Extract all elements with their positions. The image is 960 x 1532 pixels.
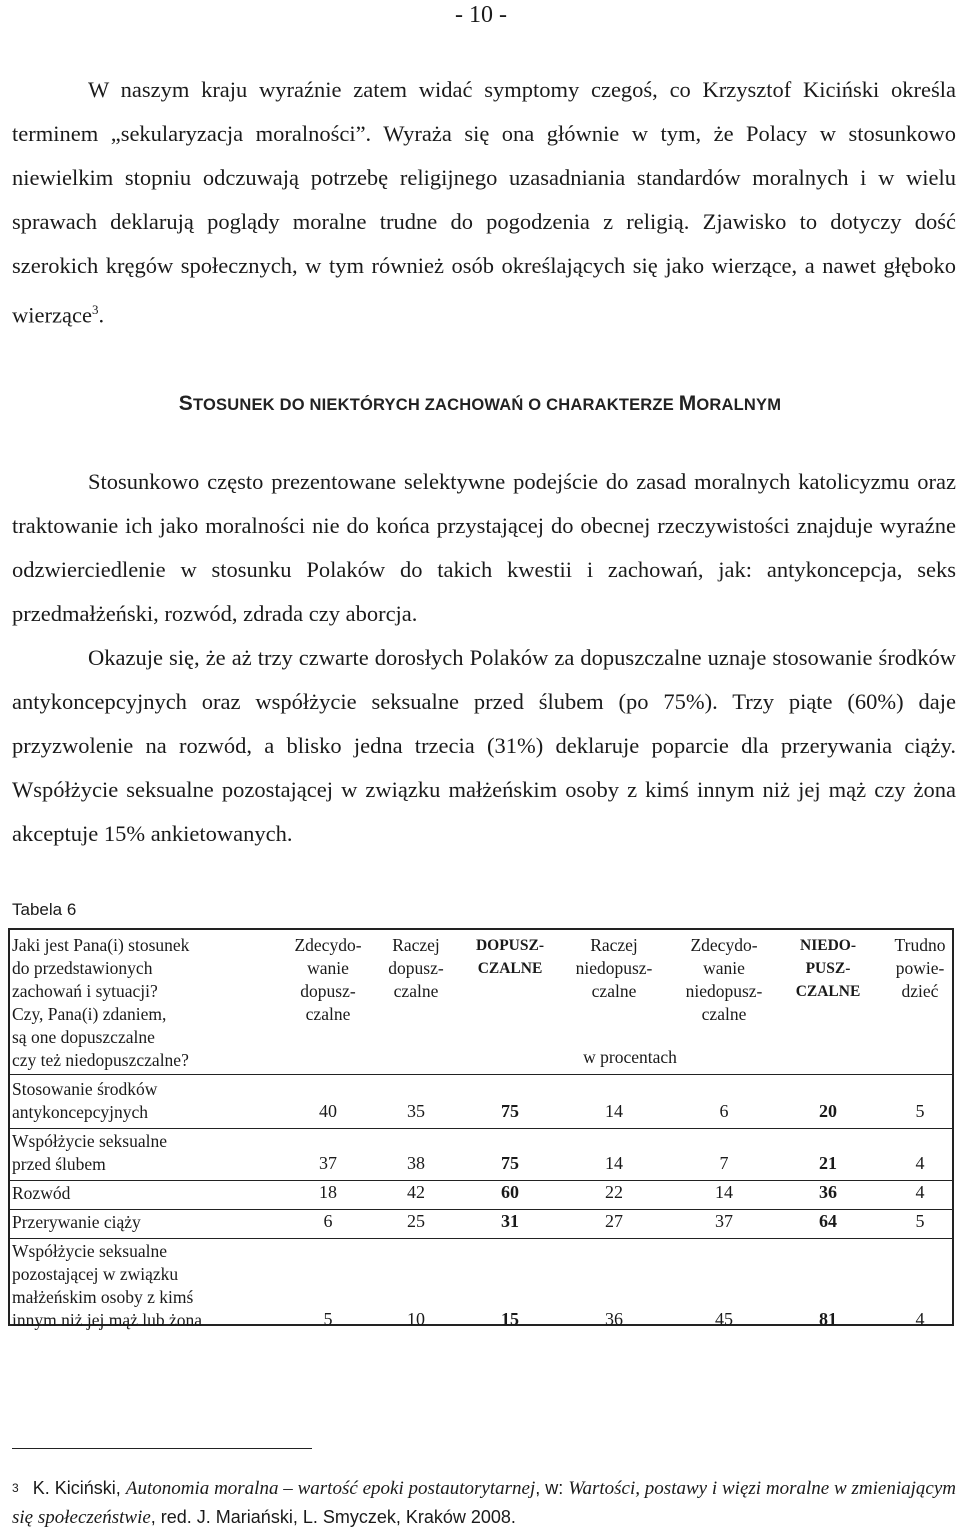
table-cell: 37 xyxy=(319,1153,337,1173)
column-header-line: czalne xyxy=(305,1004,351,1024)
table-cell: 22 xyxy=(605,1182,623,1202)
row-label-line: antykoncepcyjnych xyxy=(12,1102,149,1122)
footnote-mid: , w: xyxy=(535,1478,569,1498)
section-heading xyxy=(0,392,960,416)
row-label-line: Rozwód xyxy=(12,1183,71,1203)
table-cell: 75 xyxy=(501,1101,519,1121)
data-table xyxy=(8,928,954,1330)
table-cell: 15 xyxy=(501,1309,519,1329)
row-divider xyxy=(10,1238,952,1239)
table-cell: 20 xyxy=(819,1101,837,1121)
row-label-line: Współżycie seksualne xyxy=(12,1241,168,1261)
row-label xyxy=(12,1211,272,1234)
row-label-line: Przerywanie ciąży xyxy=(12,1212,141,1232)
column-header-line: CZALNE xyxy=(795,983,861,1000)
column-header-line: Trudno xyxy=(894,935,946,955)
question-line: są one dopuszczalne xyxy=(12,1027,155,1047)
table-cell: 5 xyxy=(915,1101,925,1121)
footnote-title: Autonomia moralna – wartość epoki postautorytarnej xyxy=(125,1478,536,1499)
row-divider xyxy=(10,1180,952,1181)
row-divider xyxy=(10,1074,952,1075)
heading-text-2: ORALNYM xyxy=(696,396,782,414)
table-cell: 45 xyxy=(715,1309,733,1329)
table-cell: 14 xyxy=(605,1153,623,1173)
column-header-line: CZALNE xyxy=(477,960,543,977)
row-label-line: przed ślubem xyxy=(12,1154,106,1174)
paragraph-selektywne: Stosunkowo często prezentowane selektywne podejście do zasad moralnych katolicyzmu oraz traktowanie ich jako moralności nie do końca przystającej do obecnej rzeczywistości znajduje wyraźne odzwierciedlenie w stosunku Polaków do takich kwestii i zachowań, jak: antykoncepcja, seks przedmałżeński, rozwód, zdrada czy aborcja. xyxy=(12,469,956,626)
paragraph-text: W naszym kraju wyraźnie zatem widać symptomy czegoś, co Krzysztof Kiciński określa terminem „sekularyzacja moralności”. Wyraża się ona głównie w tym, że Polacy w stosunkowo niewielkim stopniu odczuwają potrzebę religijnego uzasadniania standardów moralnych i w wielu sprawach deklarują poglądy moralne trudne do pogodzenia z religią. Zjawisko to dotyczy dość szerokich kręgów społecznych, w tym również osób określających się jako wierzące, a nawet głęboko wierzące xyxy=(12,77,956,328)
table-cell: 6 xyxy=(323,1211,333,1231)
heading-cap-1: S xyxy=(178,392,194,415)
table-cell: 36 xyxy=(819,1182,837,1202)
table-cell: 4 xyxy=(915,1182,925,1202)
table-cell: 27 xyxy=(605,1211,623,1231)
footnote-mark: 3 xyxy=(12,1481,19,1495)
table-cell: 38 xyxy=(407,1153,425,1173)
column-header-line: czalne xyxy=(701,1004,747,1024)
column-header xyxy=(860,934,960,1003)
column-header-line: Zdecydo- xyxy=(690,935,758,955)
table-cell: 7 xyxy=(719,1153,729,1173)
row-label-line: pozostającej w związku xyxy=(12,1264,179,1284)
heading-cap-2: M xyxy=(678,392,697,415)
column-header-line: Zdecydo- xyxy=(294,935,362,955)
column-header-line: czalne xyxy=(591,981,637,1001)
question-line: Czy, Pana(i) zdaniem, xyxy=(12,1004,167,1024)
table-cell: 5 xyxy=(915,1211,925,1231)
page-number: - 10 - xyxy=(455,2,507,28)
table-cell: 36 xyxy=(605,1309,623,1329)
table-cell: 4 xyxy=(915,1153,925,1173)
footnote-book: Wartości, postawy i więzi moralne w zmieniającym się społeczeństwie xyxy=(12,1478,956,1528)
unit-label: w procentach xyxy=(583,1047,677,1067)
footnote xyxy=(12,1474,956,1532)
column-header-line: dzieć xyxy=(901,981,939,1001)
row-divider xyxy=(10,1128,952,1129)
question-line: Jaki jest Pana(i) stosunek xyxy=(12,935,190,955)
table-cell: 25 xyxy=(407,1211,425,1231)
row-label xyxy=(12,1182,272,1205)
heading-text-1: TOSUNEK DO NIEKTÓRYCH ZACHOWAŃ O CHARAKTERZE xyxy=(193,396,679,414)
table-cell: 14 xyxy=(715,1182,733,1202)
table-cell: 60 xyxy=(501,1182,519,1202)
table-cell: 5 xyxy=(323,1309,333,1329)
table-cell: 18 xyxy=(319,1182,337,1202)
table-cell: 64 xyxy=(819,1211,837,1231)
column-header xyxy=(664,934,784,1026)
table-cell: 35 xyxy=(407,1101,425,1121)
table-cell: 21 xyxy=(819,1153,837,1173)
footnote-end: , red. J. Mariański, L. Smyczek, Kraków 2008. xyxy=(150,1507,516,1527)
column-header xyxy=(554,934,674,1003)
column-header-line: DOPUSZ- xyxy=(475,937,545,954)
footnote-reference[interactable]: 3 xyxy=(91,302,99,317)
table-cell: 6 xyxy=(719,1101,729,1121)
column-header-line: dopusz- xyxy=(300,981,356,1001)
table-cell: 42 xyxy=(407,1182,425,1202)
table-cell: 10 xyxy=(407,1309,425,1329)
table-cell: 37 xyxy=(715,1211,733,1231)
table-cell: 81 xyxy=(819,1309,837,1329)
question-line: do przedstawionych xyxy=(12,958,153,978)
question-line: czy też niedopuszczalne? xyxy=(12,1050,189,1070)
body-text xyxy=(12,460,956,856)
column-header-line: Raczej xyxy=(392,935,440,955)
row-label xyxy=(12,1130,272,1176)
column-header-line: NIEDO- xyxy=(800,937,856,954)
paragraph-sekularyzacja xyxy=(12,68,956,338)
table-cell: 40 xyxy=(319,1101,337,1121)
column-header-line: dopusz- xyxy=(388,958,444,978)
row-label xyxy=(12,1078,272,1124)
table-cell: 14 xyxy=(605,1101,623,1121)
question-line: zachowań i sytuacji? xyxy=(12,981,158,1001)
column-header-line: wanie xyxy=(307,958,349,978)
paragraph-okazuje: Okazuje się, że aż trzy czwarte dorosłych Polaków za dopuszczalne uznaje stosowanie środków antykoncepcyjnych oraz współżycie seksualne przed ślubem (po 75%). Trzy piąte (60%) daje przyzwolenie na rozwód, a blisko jedna trzecia (31%) deklaruje poparcie dla przerywania ciąży. Współżycie seksualne pozostającej w związku małżeńskim osoby z kimś innym niż jej mąż czy żona akceptuje 15% ankietowanych. xyxy=(12,645,956,846)
footnote-rule xyxy=(12,1448,312,1449)
column-header-line: niedopusz- xyxy=(575,958,653,978)
row-label-line: Stosowanie środków xyxy=(12,1079,158,1099)
row-label-line: małżeńskim osoby z kimś xyxy=(12,1287,194,1307)
column-header-line: czalne xyxy=(393,981,439,1001)
row-label-line: Współżycie seksualne xyxy=(12,1131,168,1151)
table-question xyxy=(12,934,272,1072)
row-label xyxy=(12,1240,272,1332)
row-label-line: innym niż jej mąż lub żona xyxy=(12,1310,203,1330)
footnote-author: K. Kiciński, xyxy=(32,1478,126,1498)
column-header-line: wanie xyxy=(703,958,745,978)
table-cell: 4 xyxy=(915,1309,925,1329)
table-caption: Tabela 6 xyxy=(12,900,77,919)
row-divider xyxy=(10,1209,952,1210)
column-header-line: Raczej xyxy=(590,935,638,955)
table-cell: 31 xyxy=(501,1211,519,1231)
paragraph-end: . xyxy=(98,302,105,328)
table-cell: 75 xyxy=(501,1153,519,1173)
column-header xyxy=(450,934,570,980)
column-header-line: PUSZ- xyxy=(805,960,851,977)
column-header-line: powie- xyxy=(895,958,945,978)
column-header-line: niedopusz- xyxy=(685,981,763,1001)
